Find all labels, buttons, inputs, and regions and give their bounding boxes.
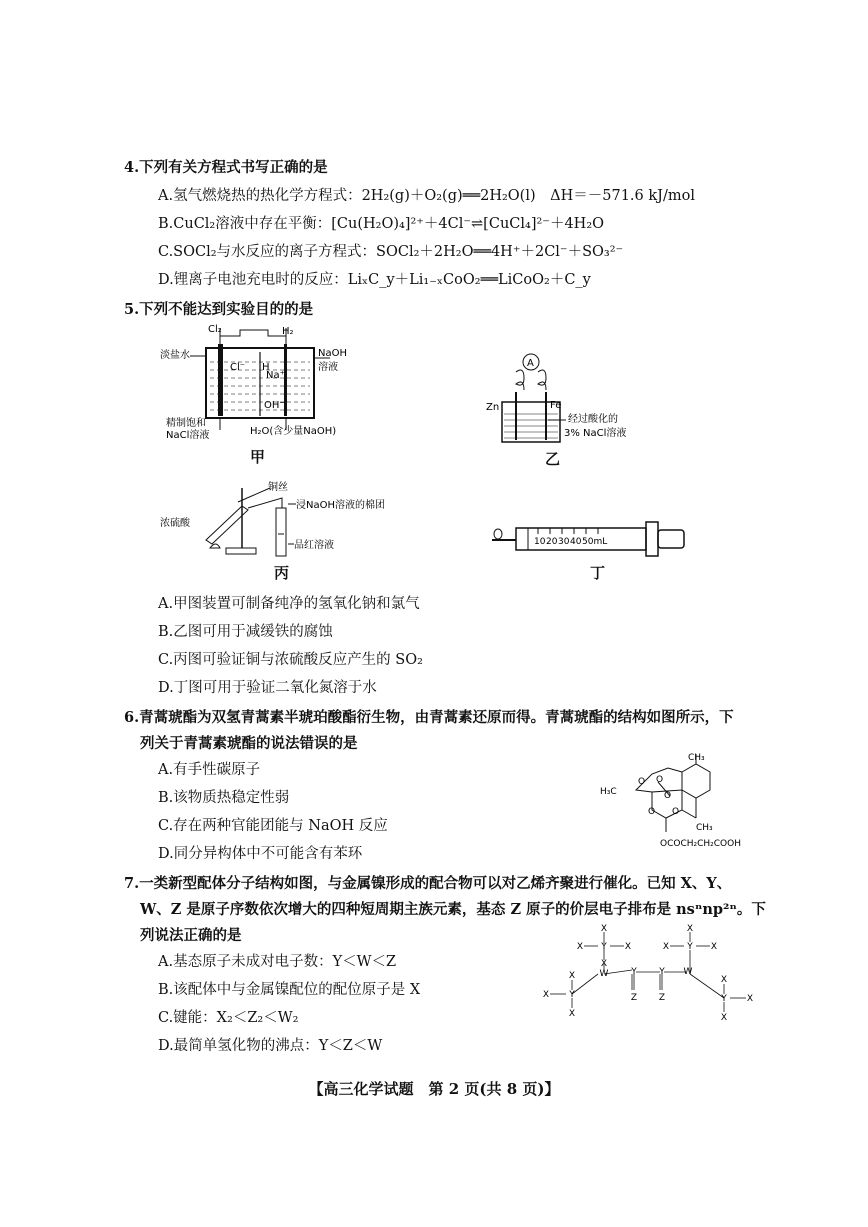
svg-text:W: W xyxy=(683,967,693,977)
figure-jia-electrolysis xyxy=(160,322,360,440)
svg-text:X: X xyxy=(662,942,670,952)
scale-30: 30 xyxy=(558,537,570,547)
svg-text:Y: Y xyxy=(687,942,693,952)
svg-text:X: X xyxy=(568,1009,576,1019)
label-cl-ion: Cl⁻ xyxy=(230,362,246,373)
struct-h3c: H₃C xyxy=(600,787,617,797)
svg-text:X: X xyxy=(600,924,608,934)
svg-text:Y: Y xyxy=(721,994,727,1004)
q7-option-a: A.基态原子未成对电子数：Y＜W＜Z xyxy=(158,954,397,970)
svg-text:Z: Z xyxy=(658,993,666,1003)
label-acidified: 经过酸化的 xyxy=(568,414,618,425)
label-magenta-solution: 品红溶液 xyxy=(294,540,334,551)
label-refined-brine: 精制饱和 xyxy=(166,418,206,429)
q7-option-c: C.键能：X₂＜Z₂＜W₂ xyxy=(158,1010,299,1026)
struct-o5: O xyxy=(672,807,680,817)
svg-text:Z: Z xyxy=(630,993,638,1003)
figure-yi-cell xyxy=(486,352,636,444)
figure-bing-caption: 丙 xyxy=(274,564,290,582)
label-nacl-3pct: 3% NaCl溶液 xyxy=(564,428,627,439)
question-7-stem-line3: 列说法正确的是 xyxy=(140,927,242,944)
figure-ding-syringe xyxy=(488,516,698,562)
struct-o3: O xyxy=(664,791,672,801)
label-naoh-cotton: 浸NaOH溶液的棉团 xyxy=(296,500,385,511)
q5-option-d: D.丁图可用于验证二氧化氮溶于水 xyxy=(158,680,377,696)
q4-option-b: B.CuCl₂溶液中存在平衡：[Cu(H₂O)₄]²⁺＋4Cl⁻⇌[CuCl₄]²⁻＋4H₂O xyxy=(158,216,605,232)
struct-ch3-top: CH₃ xyxy=(688,753,705,763)
svg-text:Y: Y xyxy=(659,967,665,977)
ligand-structure xyxy=(536,924,766,1024)
struct-o2: O xyxy=(656,775,664,785)
artesunate-structure xyxy=(596,752,766,856)
label-h: H xyxy=(262,362,270,373)
struct-o1: O xyxy=(638,777,646,787)
struct-o4: O xyxy=(648,807,656,817)
label-dilute-brine: 淡盐水 xyxy=(160,350,190,361)
q5-option-c: C.丙图可验证铜与浓硫酸反应产生的 SO₂ xyxy=(158,652,423,668)
scale-20: 20 xyxy=(546,537,558,547)
q6-option-b: B.该物质热稳定性弱 xyxy=(158,790,290,806)
label-zn: Zn xyxy=(486,402,500,413)
svg-text:X: X xyxy=(710,942,718,952)
svg-text:X: X xyxy=(686,924,694,934)
page-footer: 【高三化学试题 第 2 页(共 8 页)】 xyxy=(308,1080,560,1098)
label-oh-ion: OH⁻ xyxy=(264,400,285,411)
svg-text:X: X xyxy=(542,990,550,1000)
svg-text:X: X xyxy=(568,971,576,981)
label-conc-h2so4: 浓硫酸 xyxy=(160,518,190,529)
scale-40: 40 xyxy=(570,537,582,547)
figure-yi-caption: 乙 xyxy=(545,450,561,468)
svg-text:X: X xyxy=(624,942,632,952)
struct-ch3-bottom: CH₃ xyxy=(696,823,713,833)
label-cl2: Cl₂ xyxy=(208,324,222,335)
q5-option-a: A.甲图装置可制备纯净的氢氧化钠和氯气 xyxy=(158,596,420,612)
svg-text:W: W xyxy=(599,969,609,979)
question-5-stem: 5.下列不能达到实验目的的是 xyxy=(124,301,314,318)
scale-10: 10 xyxy=(534,537,546,547)
scale-50ml: 50mL xyxy=(582,537,608,547)
question-6-stem-line2: 列关于青蒿素琥酯的说法错误的是 xyxy=(140,735,358,752)
q6-option-c: C.存在两种官能团能与 NaOH 反应 xyxy=(158,818,388,834)
svg-text:X: X xyxy=(576,942,584,952)
figure-ding-caption: 丁 xyxy=(590,564,606,582)
label-h2: H₂ xyxy=(282,326,294,337)
question-6-stem-line1: 6.青蒿琥酯为双氢青蒿素半琥珀酸酯衍生物，由青蒿素还原而得。青蒿琥酯的结构如图所示，下 xyxy=(124,709,734,726)
figure-jia-caption: 甲 xyxy=(250,448,266,466)
label-na-ion: Na⁺ xyxy=(266,370,285,381)
svg-text:Y: Y xyxy=(631,967,637,977)
figure-bing-apparatus xyxy=(160,478,385,560)
label-nacl-solution: NaCl溶液 xyxy=(166,430,210,441)
label-water: H₂O(含少量NaOH) xyxy=(250,426,337,437)
struct-succinate: OCOCH₂CH₂COOH xyxy=(660,839,741,849)
q7-option-b: B.该配体中与金属镍配位的配位原子是 X xyxy=(158,982,421,998)
q4-option-c: C.SOCl₂与水反应的离子方程式：SOCl₂＋2H₂O══4H⁺＋2Cl⁻＋SO₃²⁻ xyxy=(158,244,624,260)
label-solution: 溶液 xyxy=(318,362,338,373)
q4-option-d: D.锂离子电池充电时的反应：LiₓC_y＋Li₁₋ₓCoO₂══LiCoO₂＋C_y xyxy=(158,272,591,288)
label-fe: Fe xyxy=(550,400,562,411)
label-naoh: NaOH xyxy=(318,348,347,359)
svg-text:X: X xyxy=(720,1013,728,1023)
q7-option-d: D.最简单氢化物的沸点：Y＜Z＜W xyxy=(158,1038,383,1054)
svg-text:Y: Y xyxy=(601,942,607,952)
question-4-stem: 4.下列有关方程式书写正确的是 xyxy=(124,159,328,176)
question-7-stem-line1: 7.一类新型配体分子结构如图，与金属镍形成的配合物可以对乙烯齐聚进行催化。已知 X、Y、 xyxy=(124,875,732,892)
question-7-stem-line2: W、Z 是原子序数依次增大的四种短周期主族元素，基态 Z 原子的价层电子排布是 nsⁿnp²ⁿ。下 xyxy=(140,901,766,918)
svg-text:X: X xyxy=(600,959,608,969)
q5-option-b: B.乙图可用于减缓铁的腐蚀 xyxy=(158,624,333,640)
q4-option-a: A.氢气燃烧热的热化学方程式：2H₂(g)＋O₂(g)══2H₂O(l) ΔH＝－571.6 kJ/mol xyxy=(158,188,695,204)
svg-text:X: X xyxy=(720,975,728,985)
svg-text:Y: Y xyxy=(569,990,575,1000)
ammeter-label: A xyxy=(527,358,534,369)
svg-text:X: X xyxy=(746,994,754,1004)
q6-option-a: A.有手性碳原子 xyxy=(158,762,261,778)
label-copper-wire: 铜丝 xyxy=(268,482,288,493)
q6-option-d: D.同分异构体中不可能含有苯环 xyxy=(158,846,363,862)
